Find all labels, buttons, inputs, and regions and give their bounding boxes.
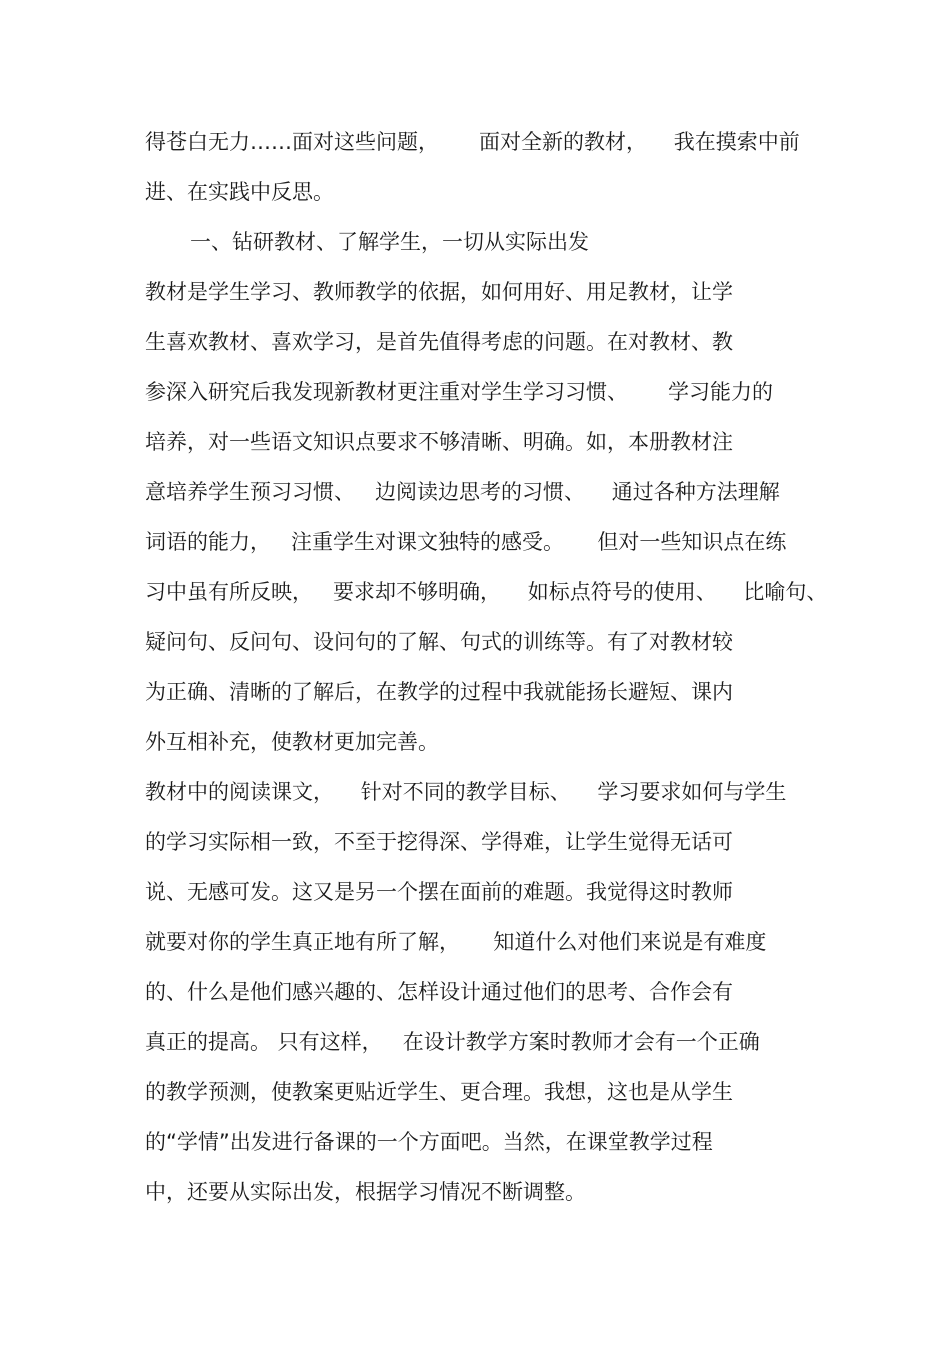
text-line: 中，还要从实际出发，根据学习情况不断调整。 [145, 1180, 586, 1204]
text-line: 生喜欢教材、喜欢学习，是首先值得考虑的问题。在对教材、教 [145, 330, 733, 354]
text-line: 得苍白无力……面对这些问题， 面对全新的教材， 我在摸索中前 [145, 130, 800, 154]
section-heading: 一、钻研教材、了解学生，一切从实际出发 [190, 230, 589, 254]
text-line: 意培养学生预习习惯、 边阅读边思考的习惯、 通过各种方法理解 [145, 480, 780, 504]
text-line: 的“学情”出发进行备课的一个方面吧。当然，在课堂教学过程 [145, 1130, 713, 1154]
text-line: 说、无感可发。这又是另一个摆在面前的难题。我觉得这时教师 [145, 880, 733, 904]
text-line: 就要对你的学生真正地有所了解， 知道什么对他们来说是有难度 [145, 930, 767, 954]
text-line: 的、什么是他们感兴趣的、怎样设计通过他们的思考、合作会有 [145, 980, 733, 1004]
text-line: 的教学预测，使教案更贴近学生、更合理。我想，这也是从学生 [145, 1080, 733, 1104]
text-line: 进、在实践中反思。 [145, 180, 334, 204]
text-line: 教材中的阅读课文， 针对不同的教学目标、 学习要求如何与学生 [145, 780, 787, 804]
text-line: 参深入研究后我发现新教材更注重对学生学习习惯、 学习能力的 [145, 380, 774, 404]
text-line: 培养，对一些语文知识点要求不够清晰、明确。如，本册教材注 [145, 430, 733, 454]
text-line: 疑问句、反问句、设问句的了解、句式的训练等。有了对教材较 [145, 630, 733, 654]
text-line: 外互相补充，使教材更加完善。 [145, 730, 439, 754]
text-line: 的学习实际相一致，不至于挖得深、学得难，让学生觉得无话可 [145, 830, 733, 854]
text-line: 真正的提高。 只有这样， 在设计教学方案时教师才会有一个正确 [145, 1030, 760, 1054]
text-line: 习中虽有所反映， 要求却不够明确， 如标点符号的使用、 比喻句、 [145, 580, 828, 604]
text-line: 教材是学生学习、教师教学的依据，如何用好、用足教材，让学 [145, 280, 733, 304]
text-line: 为正确、清晰的了解后，在教学的过程中我就能扬长避短、课内 [145, 680, 733, 704]
text-line: 词语的能力， 注重学生对课文独特的感受。 但对一些知识点在练 [145, 530, 787, 554]
